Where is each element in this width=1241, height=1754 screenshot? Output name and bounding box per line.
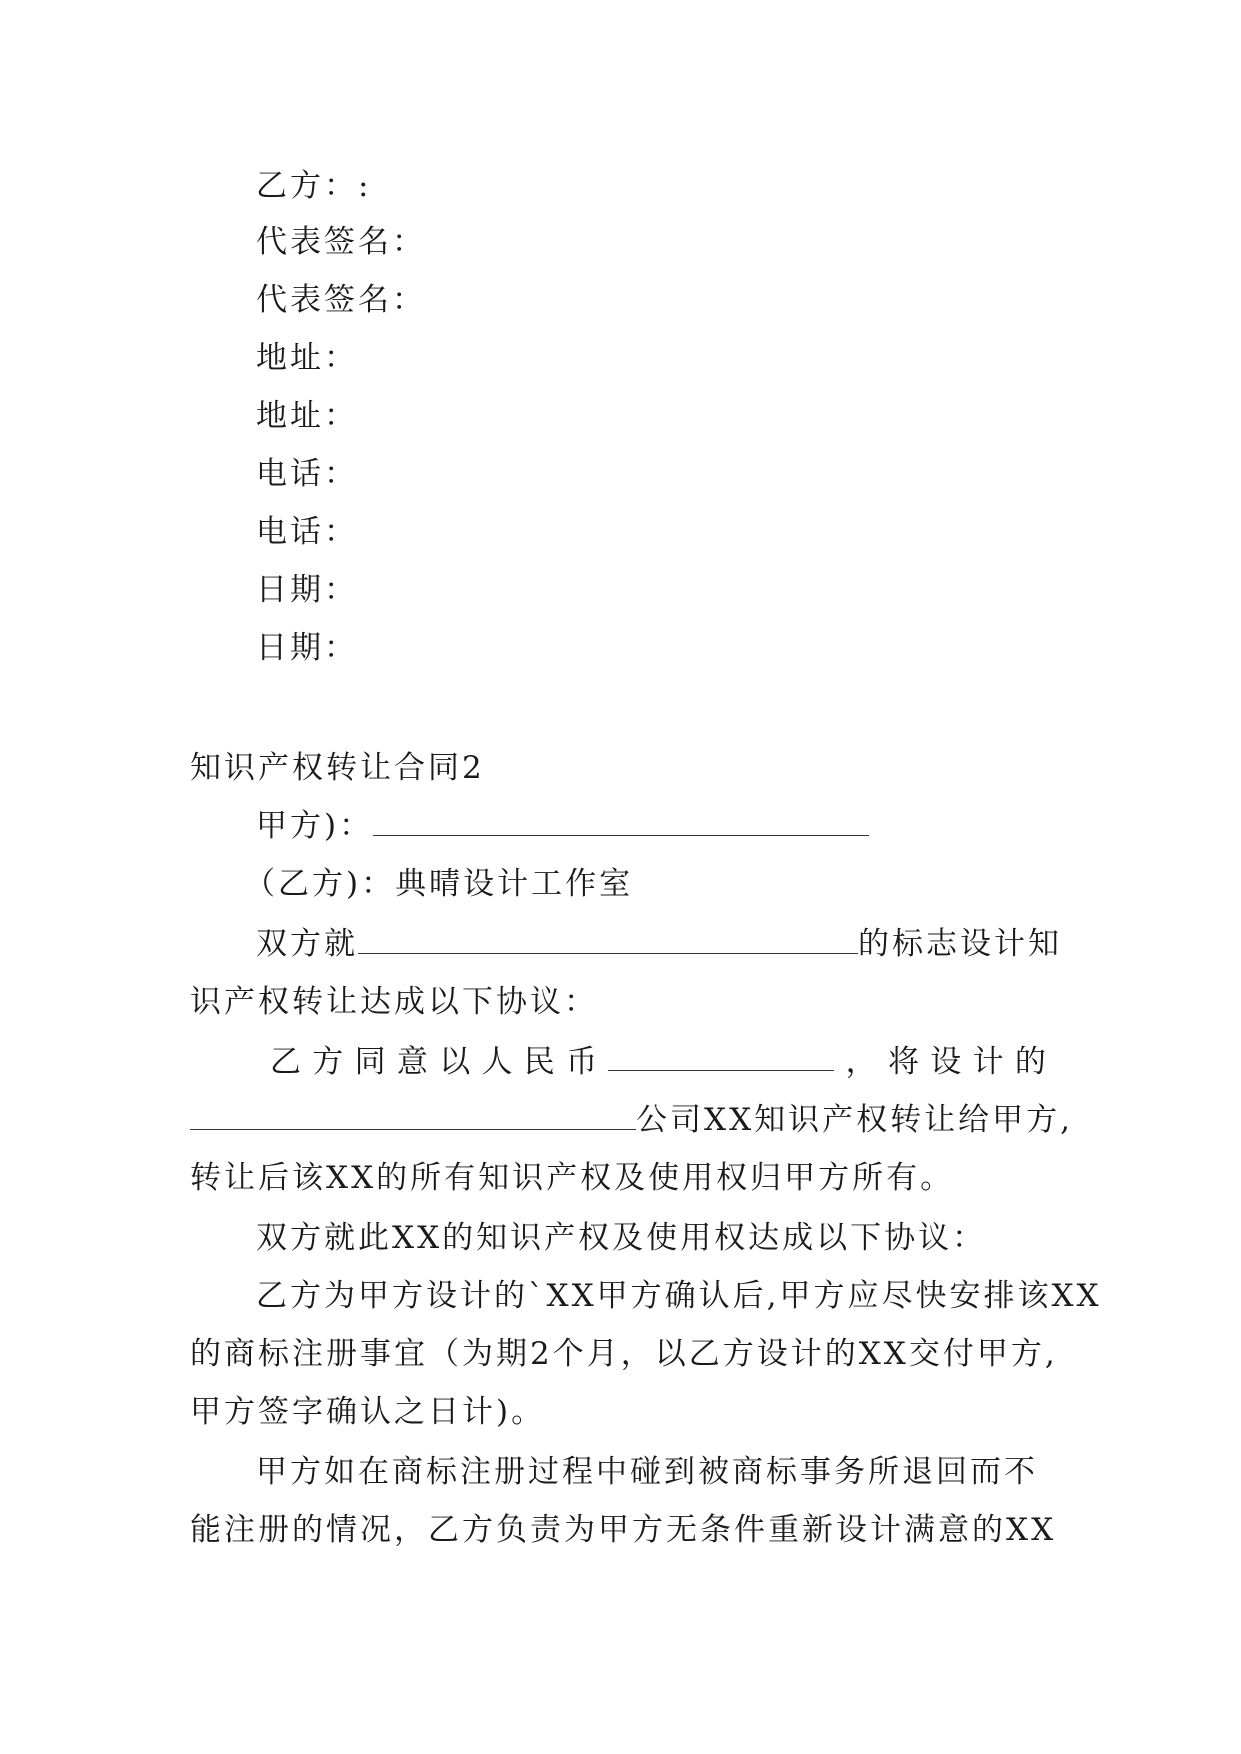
p2-word: 同	[354, 1044, 386, 1080]
party-a-label: 甲方)：	[256, 808, 374, 844]
company-blank	[190, 1101, 636, 1130]
paragraph-1-prefix: 双方就	[256, 926, 358, 962]
paragraph-5-line-1: 甲方如在商标注册过程中碰到被商标事务所退回而不	[256, 1454, 1038, 1490]
paragraph-2-line-2	[190, 1100, 1073, 1140]
paragraph-5-line-2: 能注册的情况，乙方负责为甲方无条件重新设计满意的XX	[190, 1512, 1057, 1548]
paragraph-1-suffix: 的标志设计知	[858, 926, 1062, 962]
p2-word: 将	[887, 1044, 919, 1080]
representative-signature-label: 代表签名：	[256, 282, 426, 318]
paragraph-1-line-1	[256, 924, 1062, 964]
p2-word: 设	[930, 1044, 962, 1080]
party-a-blank	[373, 807, 869, 836]
paragraph-4-line-1: 乙方为甲方设计的`XX甲方确认后,甲方应尽快安排该XX	[256, 1278, 1102, 1314]
address-label: 地址：	[256, 398, 358, 434]
p2-word: 人	[481, 1044, 513, 1080]
date-label: 日期：	[256, 572, 358, 608]
p2-word: 民	[523, 1044, 555, 1080]
p2-word: 以	[439, 1044, 471, 1080]
paragraph-4-line-2: 的商标注册事宜（为期2个月，以乙方设计的XX交付甲方,	[190, 1336, 1058, 1372]
p2-word: 的	[1014, 1044, 1046, 1080]
amount-blank	[608, 1042, 834, 1071]
party-a-line	[256, 806, 869, 846]
paragraph-1-line-2: 识产权转让达成以下协议：	[190, 984, 598, 1020]
phone-label: 电话：	[256, 514, 358, 550]
paragraph-2-line-1	[270, 1042, 1046, 1082]
party-b-line: （乙方)：典晴设计工作室	[244, 866, 634, 902]
paragraph-4-line-3: 甲方签字确认之日计)。	[190, 1394, 546, 1430]
contract-title: 知识产权转让合同2	[190, 750, 485, 786]
paragraph-2-line-2-text: 公司XX知识产权转让给甲方,	[636, 1102, 1073, 1138]
p2-word: 计	[972, 1044, 1004, 1080]
paragraph-3: 双方就此XX的知识产权及使用权达成以下协议：	[256, 1220, 987, 1256]
phone-label: 电话：	[256, 456, 358, 492]
date-label: 日期：	[256, 630, 358, 666]
paragraph-2-line-3: 转让后该XX的所有知识产权及使用权归甲方所有。	[190, 1160, 955, 1196]
representative-signature-label: 代表签名：	[256, 224, 426, 260]
address-label: 地址：	[256, 340, 358, 376]
party-b-label: 乙方：:	[256, 168, 372, 204]
p2-word: 乙	[270, 1044, 301, 1080]
p2-word: 意	[396, 1044, 428, 1080]
p2-word: ，	[845, 1044, 877, 1080]
subject-blank	[358, 925, 858, 954]
p2-word: 币	[566, 1044, 598, 1080]
p2-word: 方	[312, 1044, 344, 1080]
